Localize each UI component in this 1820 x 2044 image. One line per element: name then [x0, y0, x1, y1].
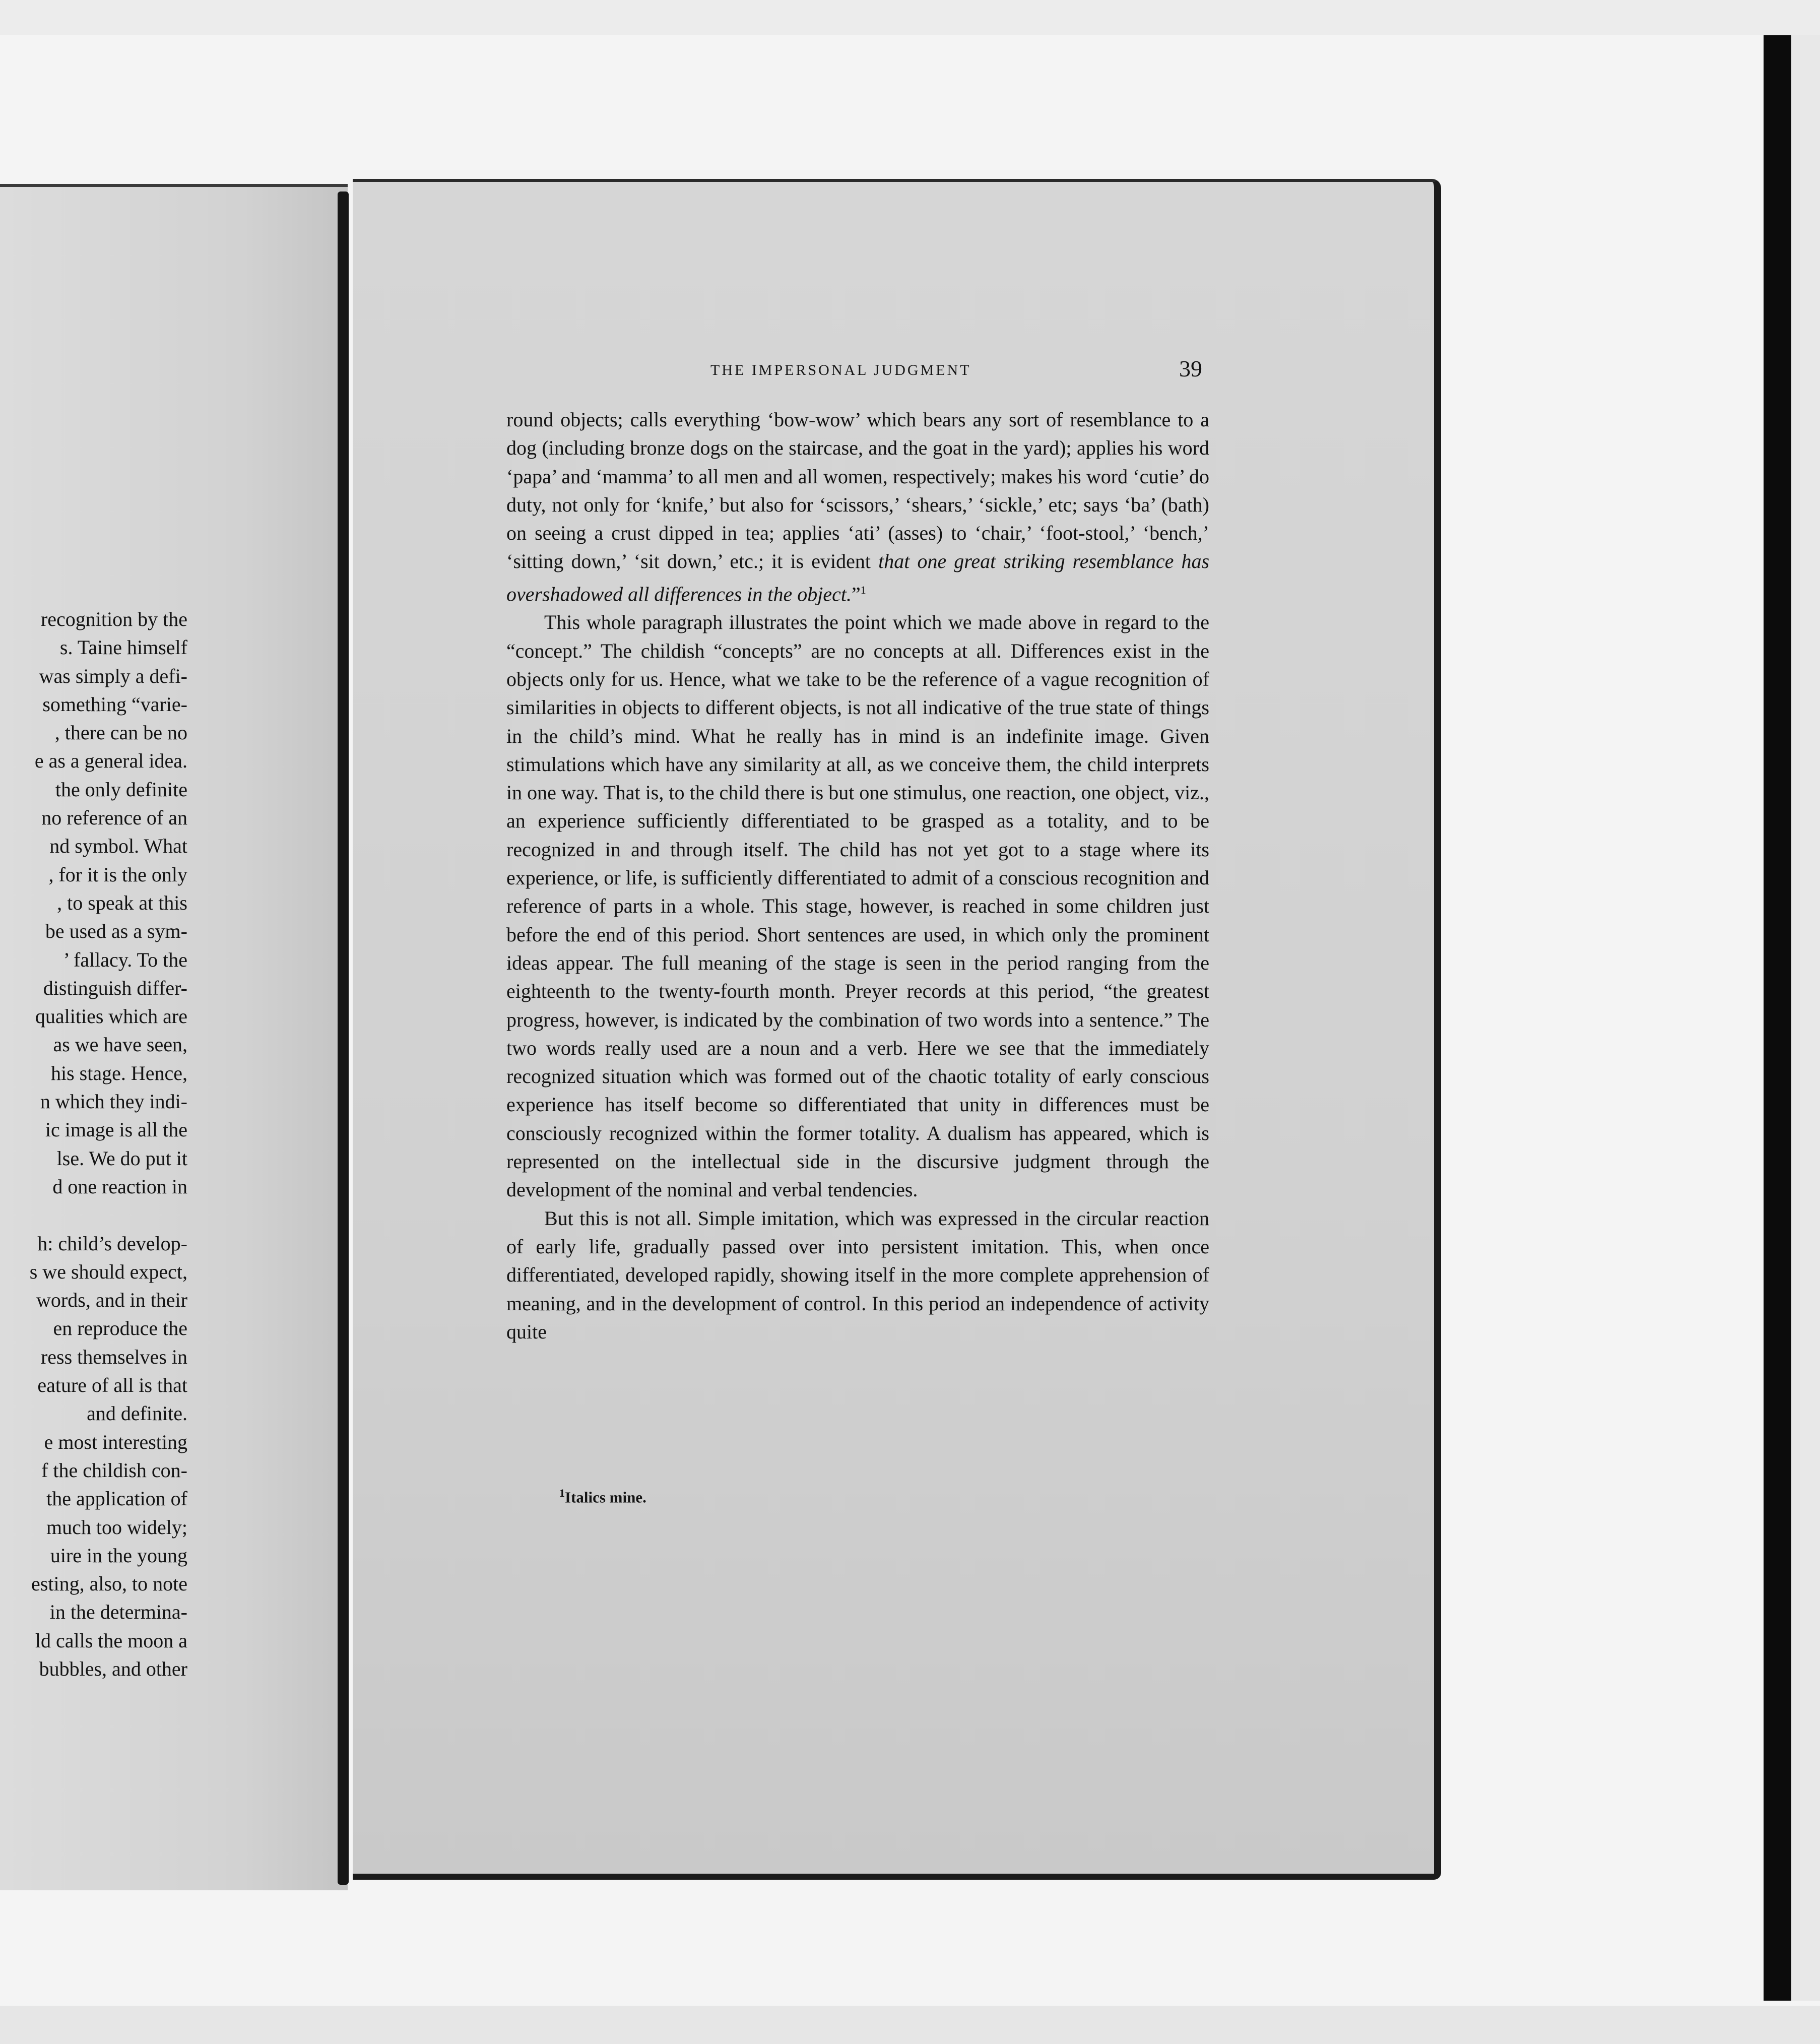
- left-page-line: be used as a sym-: [45, 920, 187, 943]
- paragraph-2: This whole paragraph illustrates the point which we made above in regard to the “concept.” The childish “concepts” are no concepts at all. Differences exist in the objects only for us. Hence, what we take to be the reference of a vague recognition of similarities in objects to different objects, is not all indicative of the true state of things in the child’s mind. What he really has in mind is an indefinite image. Given stimulations which have any similarity at all, as we conceive them, the child interprets in one way. That is, to the child there is but one stimulus, one reaction, one object, viz., an experience sufficiently differentiated to be grasped as a totality, and to be recognized in and through itself. The child has not yet got to a stage where its experience, or life, is sufficiently differentiated to admit of a conscious recognition and reference of parts in a whole. This stage, however, is reached in some children just before the end of this period. Short sentences are used, in which only the prominent ideas appear. The full meaning of the stage is seen in the period ranging from the eighteenth to the twenty-fourth month. Preyer records at this period, “the greatest progress, however, is indicated by the combination of two words into a sentence.” The two words really used are a noun and a verb. Here we see that the immediately recognized situation which was formed out of the chaotic totality of early conscious experience has itself become so differentiated that unity in differences must be consciously recognized within the former totality. A dualism has appeared, which is represented on the intellectual side in the discursive judgment through the development of the nominal and verbal tendencies.: [506, 611, 1209, 1201]
- left-page-line: his stage. Hence,: [50, 1061, 187, 1084]
- left-page-line: lse. We do put it: [56, 1146, 187, 1170]
- left-page-line: f the childish con-: [41, 1458, 187, 1482]
- scan-right-dark-strip: [1764, 35, 1791, 2001]
- footnote: [559, 1487, 646, 1506]
- left-page-line: ld calls the moon a: [35, 1629, 187, 1652]
- scan-far-right-margin: [1791, 35, 1820, 2001]
- footnote-reference: 1: [860, 583, 866, 596]
- left-page-line: was simply a defi-: [39, 664, 187, 687]
- left-page-line: [0, 1201, 187, 1229]
- left-page-line: ic image is all the: [45, 1118, 187, 1141]
- left-page-line: , there can be no: [54, 721, 187, 744]
- left-page-line: and definite.: [87, 1402, 187, 1425]
- footnote-marker: 1: [559, 1487, 565, 1499]
- page-number: 39: [1179, 356, 1202, 381]
- paragraph-1-end: ”: [852, 583, 861, 606]
- left-page-line: s we should expect,: [29, 1260, 187, 1283]
- left-page-text: [0, 605, 187, 1683]
- left-page-line: in the determina-: [49, 1601, 187, 1624]
- left-page-line: e as a general idea.: [34, 749, 187, 773]
- left-page-line: no reference of an: [41, 806, 187, 829]
- left-page-line: d one reaction in: [52, 1175, 187, 1198]
- left-page-line: nd symbol. What: [49, 835, 187, 858]
- book-gutter: [338, 191, 349, 1885]
- footnote-text: Italics mine.: [565, 1488, 646, 1506]
- left-page-line: , to speak at this: [57, 891, 187, 914]
- left-page-line: eature of all is that: [37, 1374, 187, 1397]
- left-page-line: ress themselves in: [40, 1345, 187, 1368]
- left-page-line: h: child’s develop-: [37, 1232, 187, 1255]
- left-page-line: ’ fallacy. To the: [63, 948, 187, 971]
- running-head: THE IMPERSONAL JUDGMENT: [710, 362, 971, 378]
- left-page-line: en reproduce the: [53, 1317, 187, 1340]
- paragraph-1: [506, 406, 1209, 608]
- page-body: [506, 406, 1209, 1346]
- paragraph-1-start: round objects; calls everything ‘bow-wow’ which bears any sort of resemblance to a dog (including bronze dogs on the staircase, and the goat in the yard); applies his word ‘papa’ and ‘mamma’ to all men and all women, respectively; makes his word ‘cutie’ do duty, not only for ‘knife,’ but also for ‘scissors,’ ‘shears,’ ‘sickle,’ etc; says ‘ba’ (bath) on seeing a crust dipped in tea; applies ‘ati’ (asses) to ‘chair,’ ‘foot-stool,’ ‘bench,’ ‘sitting down,’ ‘sit down,’ etc.; it is evident: [506, 408, 1209, 573]
- left-page-line: e most interesting: [44, 1430, 187, 1453]
- left-page-line: words, and in their: [36, 1289, 187, 1312]
- left-page-line: bubbles, and other: [39, 1657, 187, 1680]
- left-page-line: the application of: [46, 1487, 187, 1510]
- left-page-line: s. Taine himself: [59, 636, 187, 659]
- left-page-line: the only definite: [55, 778, 187, 801]
- left-page-line: uire in the young: [50, 1544, 187, 1567]
- left-page-line: distinguish differ-: [43, 976, 187, 999]
- left-page-line: much too widely;: [46, 1515, 187, 1539]
- left-page: [0, 184, 348, 1890]
- paragraph-3: But this is not all. Simple imitation, which was expressed in the circular reaction of early life, gradually passed over into persistent imitation. This, when once differentiated, developed rapidly, showing itself in the more complete apprehension of meaning, and in the development of control. In this period an independence of activity quite: [506, 1206, 1209, 1343]
- left-page-line: as we have seen,: [53, 1033, 187, 1056]
- paragraph-1-italic: that one great striking resemblance has overshadowed all differences in the object.: [506, 550, 1210, 606]
- left-page-line: qualities which are: [35, 1005, 187, 1028]
- left-page-line: n which they indi-: [40, 1090, 187, 1113]
- left-page-line: esting, also, to note: [31, 1572, 187, 1595]
- left-page-line: recognition by the: [40, 608, 187, 630]
- scan-top-margin: [0, 0, 1820, 35]
- left-page-line: , for it is the only: [48, 863, 187, 886]
- left-page-line: something “varie-: [42, 692, 187, 716]
- scan-bottom-margin: [0, 2006, 1820, 2044]
